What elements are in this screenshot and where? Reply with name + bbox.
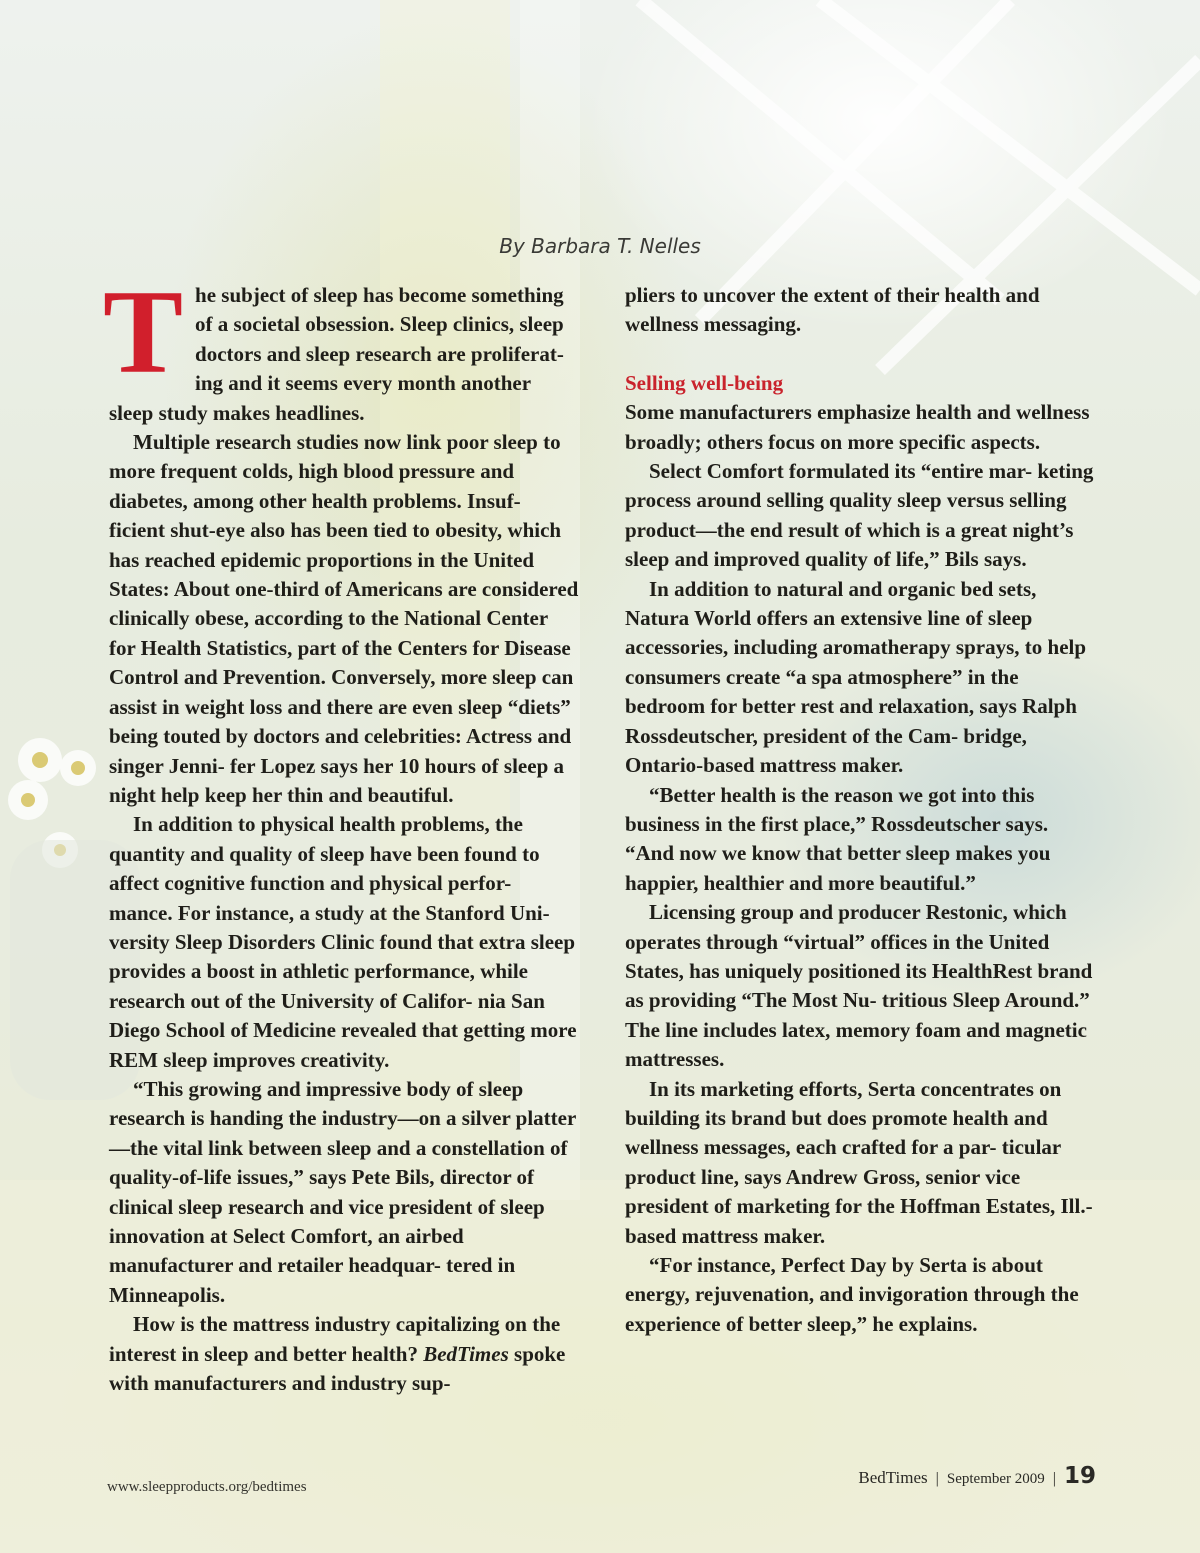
article-paragraph: Multiple research studies now link poor sleep to more frequent colds, high blood pressure and diabetes, among other health problems. Insuf- ficient shut-eye also has been tied to obesity, which has reached epidemic proportions in the United States: About one-third of Americans are considered clinically obese, according to the National Center for Health Statistics, part of the Centers for Disease Control and Prevention. Conversely, more sleep can assist in weight loss and there are even sleep “diets” being touted by doctors and celebrities: Actress and singer Jenni- fer Lopez says her 10 hours of sleep a night help keep her thin and beautiful. [109, 430, 579, 807]
article-column-left [103, 265, 579, 1398]
folio-separator: | [935, 1470, 939, 1487]
drop-cap: T [103, 265, 184, 398]
magazine-name: BedTimes [858, 1468, 928, 1487]
article-paragraph: “This growing and impressive body of sleep research is handing the industry—on a silver platter—the vital link between sleep and a constellation of quality-of-life issues,” says Pete Bils, director of clinical sleep research and vice president of sleep innovation at Select Comfort, an airbed manufacturer and retailer headquar- tered in Minneapolis. [109, 1076, 577, 1307]
article-paragraph: How is the mattress industry capitalizing on the interest in sleep and better health? BedTimes spoke with manufacturers and industry sup- [109, 1312, 566, 1396]
article-paragraph: In addition to physical health problems, the quantity and quality of sleep have been found to affect cognitive function and physical perfor- mance. For instance, a study at the Stanford Uni- versity Sleep Disorders Clinic found that extra sleep provides a boost in athletic performance, while research out of the University of Califor- nia San Diego School of Medicine revealed that getting more REM sleep improves creativity. [109, 812, 577, 1072]
article-paragraph: The subject of sleep has become something of a societal obsession. Sleep clinics, sleep doctors and sleep research are proliferat- ing and it seems every month another sleep study makes headlines. [103, 265, 564, 425]
page-number: 19 [1063, 1463, 1096, 1489]
article-paragraph: pliers to uncover the extent of their health and wellness messaging. [625, 283, 1040, 337]
article-paragraph: Licensing group and producer Restonic, which operates through “virtual” offices in the United States, has uniquely positioned its HealthRest brand as providing “The Most Nu- tritious Sleep Around.” The line includes latex, memory foam and magnetic mattresses. [625, 900, 1093, 1072]
article-paragraph: In addition to natural and organic bed sets, Natura World offers an extensive line of sleep accessories, including aromatherapy sprays, to help consumers create “a spa atmosphere” in the bedroom for better rest and relaxation, says Ralph Rossdeutscher, president of the Cam- bridge, Ontario-based mattress maker. [625, 576, 1087, 778]
footer-url[interactable]: www.sleepproducts.org/bedtimes [107, 1479, 307, 1495]
article-paragraph: “Better health is the reason we got into this business in the first place,” Rossdeutscher says. “And now we know that better sleep makes you happier, healthier and more beautiful.” [625, 782, 1051, 895]
article-paragraph: In its marketing efforts, Serta concentrates on building its brand but does promote health and wellness messages, each crafted for a par- ticular product line, says Andrew Gross, senior vice president of marketing for the Hoffman Estates, Ill.-based mattress maker. [625, 1076, 1093, 1248]
page-folio [858, 1463, 1096, 1489]
section-heading: Selling well-being [625, 370, 784, 395]
folio-separator: | [1052, 1470, 1056, 1487]
article-paragraph: “For instance, Perfect Day by Serta is about energy, rejuvenation, and invigoration through the experience of better sleep,” he explains. [625, 1253, 1079, 1336]
byline: By Barbara T. Nelles [499, 234, 701, 258]
issue-date: September 2009 [946, 1471, 1045, 1487]
article-column-right [625, 281, 1099, 1339]
article-paragraph: Select Comfort formulated its “entire mar- keting process around selling quality sleep versus selling product—the end result of which is a great night’s sleep and improved quality of life,” Bils says. [625, 459, 1094, 572]
publication-name: BedTimes [423, 1341, 509, 1366]
article-paragraph: Some manufacturers emphasize health and wellness broadly; others focus on more specific aspects. [625, 400, 1090, 454]
